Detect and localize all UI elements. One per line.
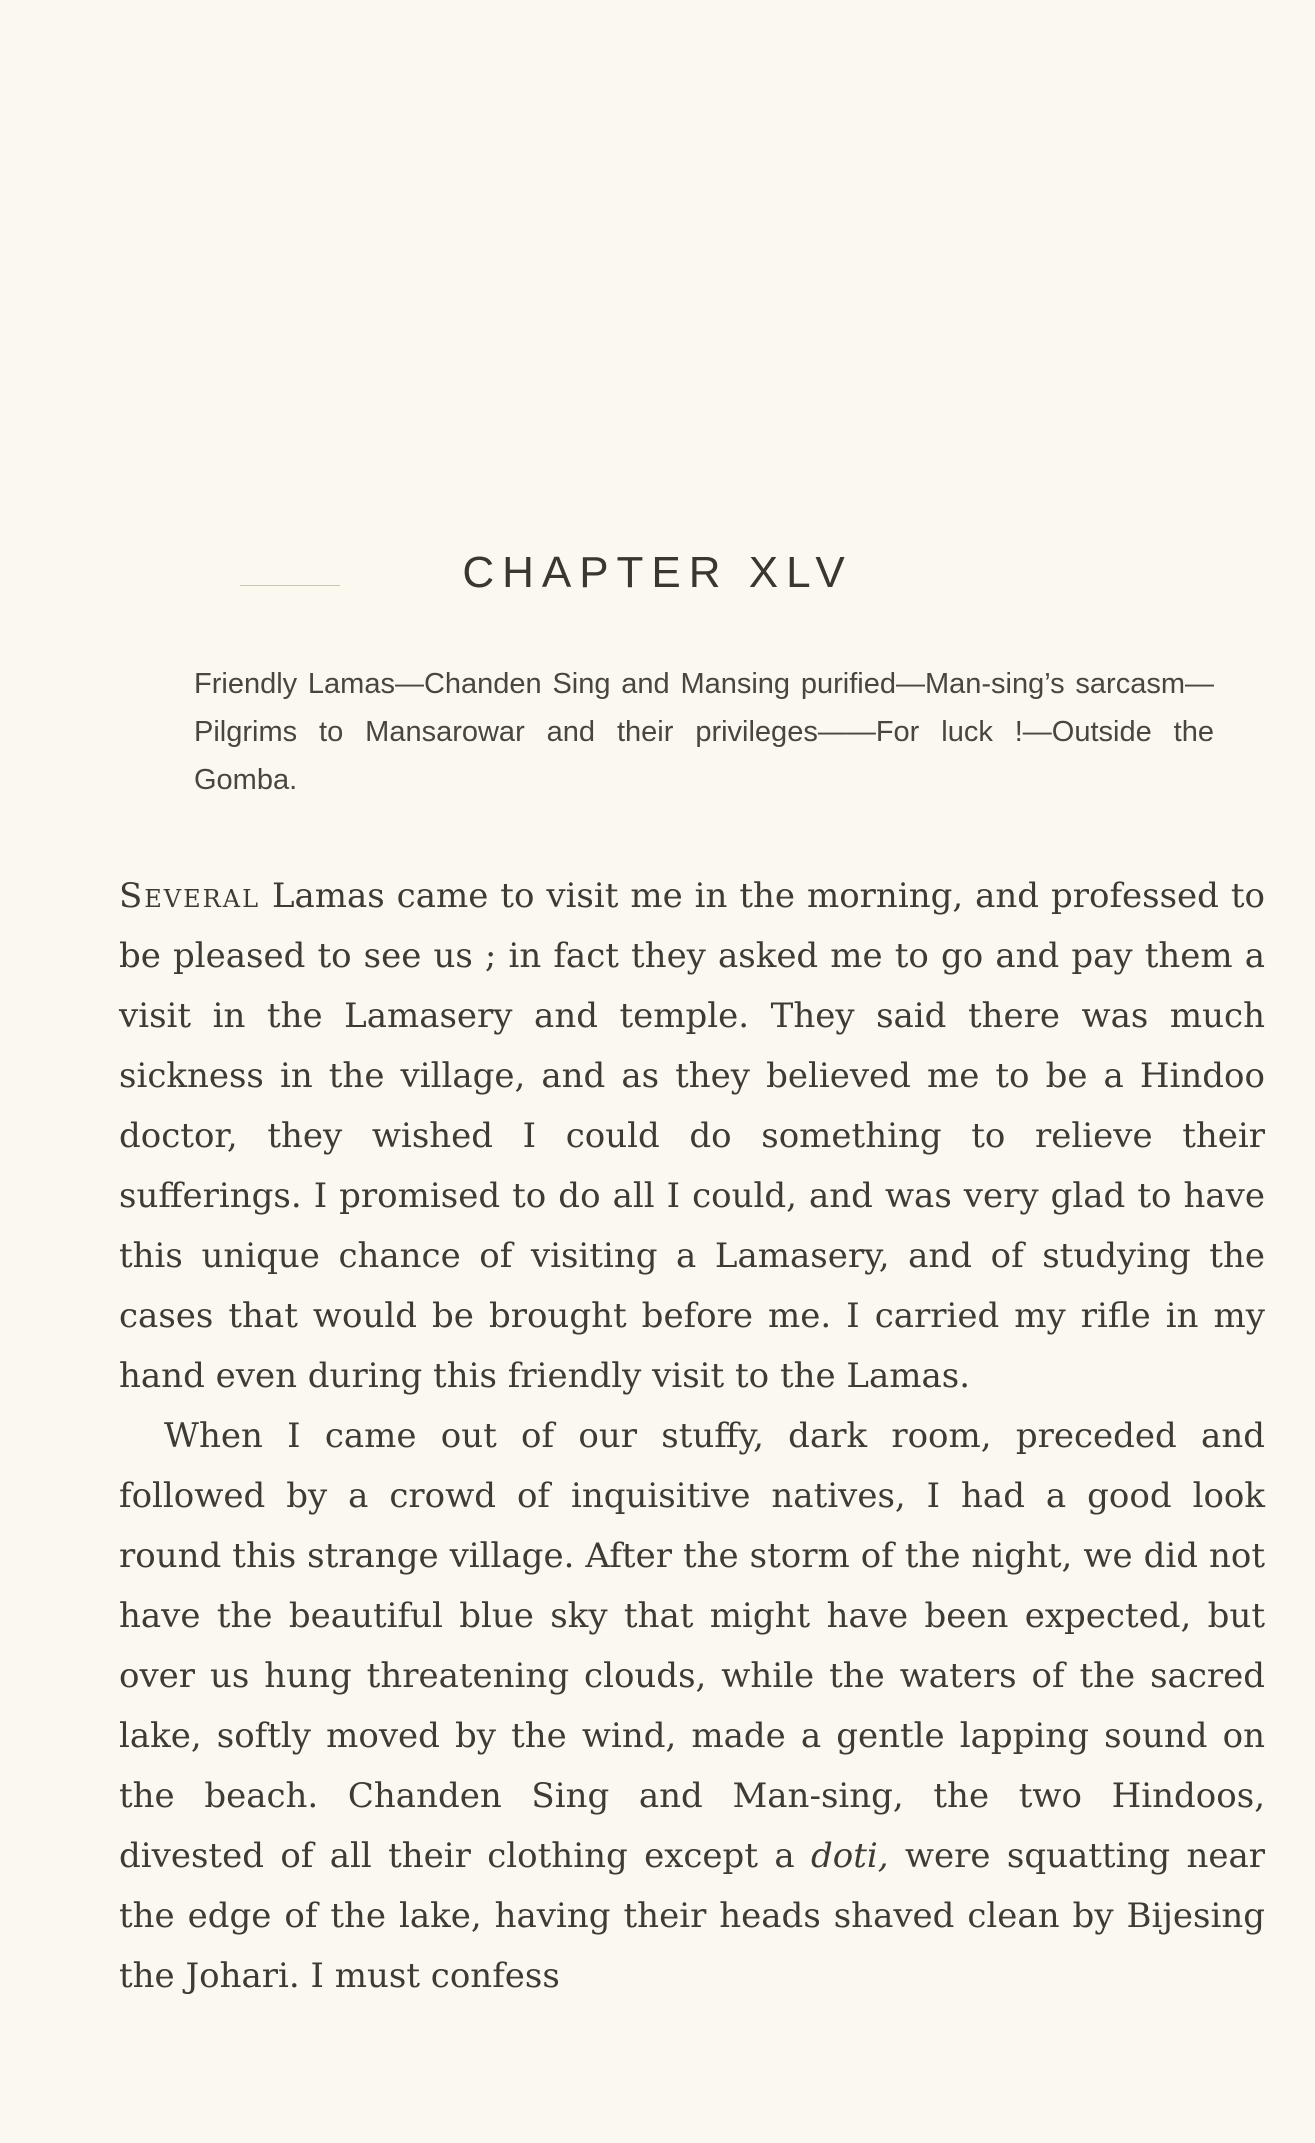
chapter-summary: Friendly Lamas—Chanden Sing and Mansing purified—Man-sing’s sarcasm—Pilgrims to Mansarowar and their privileges——For luck !—Outside the Gomba. xyxy=(194,668,1214,796)
paragraph-2 xyxy=(119,1406,1265,2006)
paragraph-2-italic-word: doti, xyxy=(810,1836,889,1876)
chapter-title: CHAPTER XLV xyxy=(462,548,853,597)
paragraph-1 xyxy=(119,866,1265,1406)
paragraph-1-text: Lamas came to visit me in the morning, and professed to be pleased to see us ; in fact they asked me to go and pay them a visit in the Lamasery and temple. They said there was much sickness in the village, and as they believed me to be a Hindoo doctor, they wished I could do something to relieve their sufferings. I promised to do all I could, and was very glad to have this unique chance of visiting a Lamasery, and of studying the cases that would be brought before me. I carried my rifle in my hand even during this friendly visit to the Lamas. xyxy=(119,876,1265,1396)
paragraph-2-text-after: were squatting near the edge of the lake, having their heads shaved clean by Bijesing the Johari. I must confess xyxy=(119,1836,1266,1996)
body-text xyxy=(119,866,1265,2006)
paragraph-2-text-before: When I came out of our stuffy, dark room, preceded and followed by a crowd of inquisitive natives, I had a good look round this strange village. After the storm of the night, we did not have the beautiful blue sky that might have been expected, but over us hung threatening clouds, while the waters of the sacred lake, softly moved by the wind, made a gentle lapping sound on the beach. Chanden Sing and Man-sing, the two Hindoos, divested of all their clothing except a xyxy=(119,1416,1265,1876)
paragraph-lead-word: Several xyxy=(119,876,261,916)
